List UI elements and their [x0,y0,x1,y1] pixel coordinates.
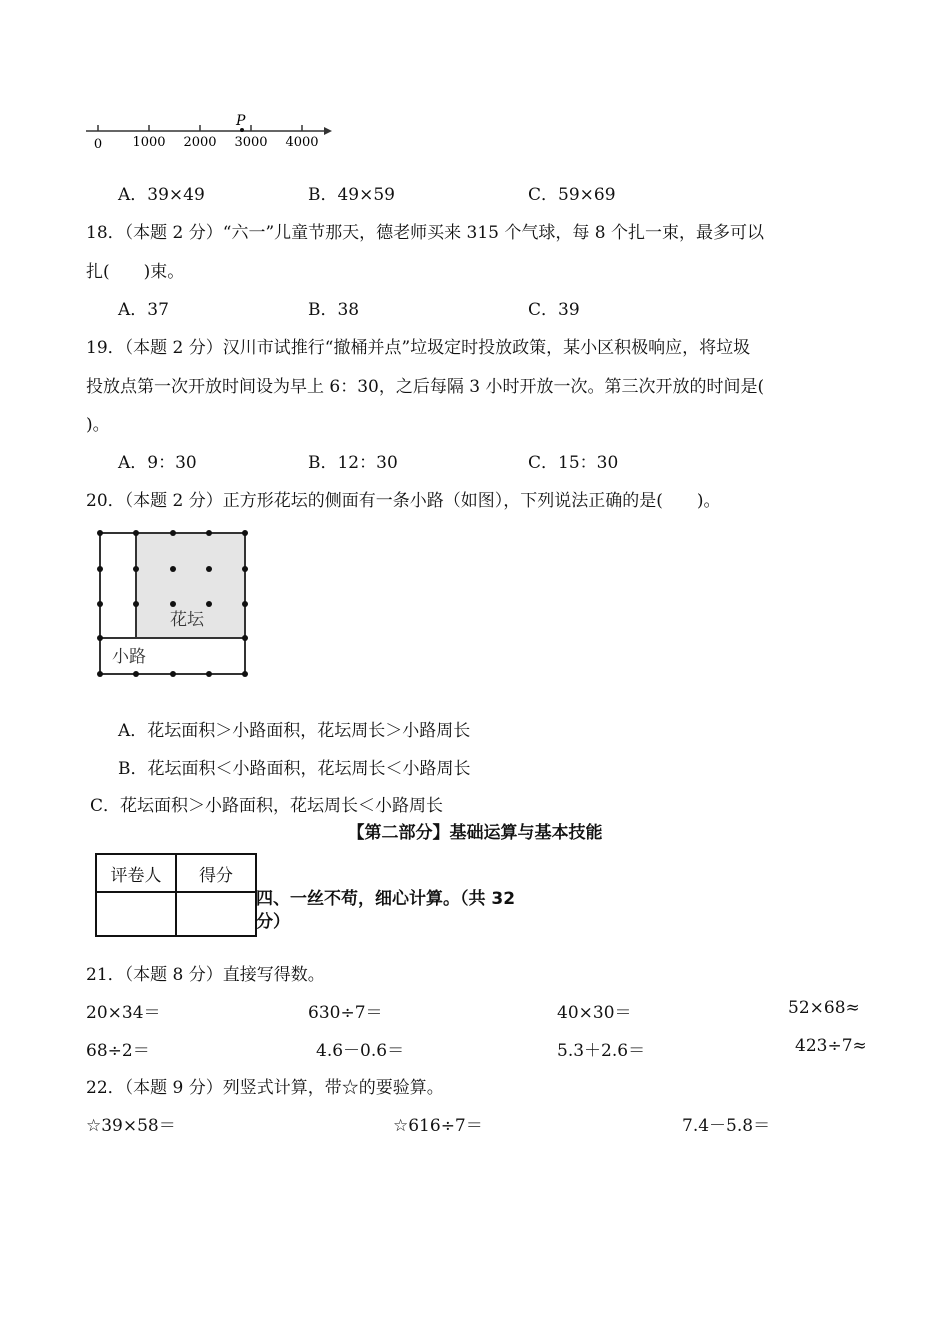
grader-cell[interactable] [96,892,176,936]
path-label: 小路 [112,647,146,667]
garden-path-figure [90,522,260,684]
q17-option-b: B．49×59 [308,185,396,205]
tick-label: 4000 [285,135,319,150]
q21-title: 21．（本题 8 分）直接写得数。 [86,965,325,985]
garden-label: 花坛 [170,610,204,630]
q19-text-line2: 投放点第一次开放时间设为早上 6：30，之后每隔 3 小时开放一次。第三次开放的时间是( [86,377,765,397]
q20-text-line1: 20．（本题 2 分）正方形花坛的侧面有一条小路（如图），下列说法正确的是( )。 [86,491,721,511]
tick-label: 1000 [132,135,166,150]
score-table-header-score: 得分 [176,854,256,892]
q18-text-line1: 18．（本题 2 分）“六一”儿童节那天，德老师买来 315 个气球，每 8 个扎一束，最多可以 [86,223,765,243]
q19-option-c: C．15：30 [528,453,619,473]
q22-title: 22．（本题 9 分）列竖式计算，带☆的要验算。 [86,1078,444,1098]
q19-option-a: A．9：30 [118,453,197,473]
q22-item: 7.4－5.8＝ [682,1116,771,1136]
q18-option-c: C．39 [528,300,580,320]
q21-item: 40×30＝ [557,1003,632,1023]
q18-text-line2: 扎( )束。 [86,262,185,282]
q20-option-b: B．花坛面积＜小路面积，花坛周长＜小路周长 [118,759,471,779]
q22-item: ☆39×58＝ [86,1116,176,1136]
section-four-title-line2: 分） [256,912,290,932]
q21-item: 423÷7≈ [795,1036,867,1056]
score-cell[interactable] [176,892,256,936]
q18-option-a: A．37 [118,300,169,320]
q19-text-line3: )。 [86,415,110,435]
point-p-label: P [236,113,246,129]
q21-item: 68÷2＝ [86,1041,150,1061]
tick-label: 3000 [234,135,268,150]
tick-label: 0 [93,137,103,152]
q21-item: 52×68≈ [788,998,860,1018]
q19-option-b: B．12：30 [308,453,398,473]
q17-option-a: A．39×49 [118,185,205,205]
section-four-title-line1: 四、一丝不苟，细心计算。（共 32 [256,889,516,909]
q21-item: 5.3＋2.6＝ [557,1041,646,1061]
q18-option-b: B．38 [308,300,360,320]
q21-item: 4.6－0.6＝ [316,1041,405,1061]
number-line-arrow [324,127,332,135]
q21-item: 630÷7＝ [308,1003,383,1023]
score-table [95,853,257,937]
q20-option-c: C．花坛面积＞小路面积，花坛周长＜小路周长 [90,796,444,816]
part2-title: 【第二部分】基础运算与基本技能 [347,823,603,843]
score-table-header-grader: 评卷人 [96,854,176,892]
q21-item: 20×34＝ [86,1003,161,1023]
q22-item: ☆616÷7＝ [393,1116,483,1136]
q20-option-a: A．花坛面积＞小路面积，花坛周长＞小路周长 [118,721,471,741]
tick-label: 2000 [183,135,217,150]
q19-text-line1: 19．（本题 2 分）汉川市试推行“撤桶并点”垃圾定时投放政策，某小区积极响应，将垃圾 [86,338,751,358]
q17-option-c: C．59×69 [528,185,616,205]
number-line-figure [80,108,340,156]
